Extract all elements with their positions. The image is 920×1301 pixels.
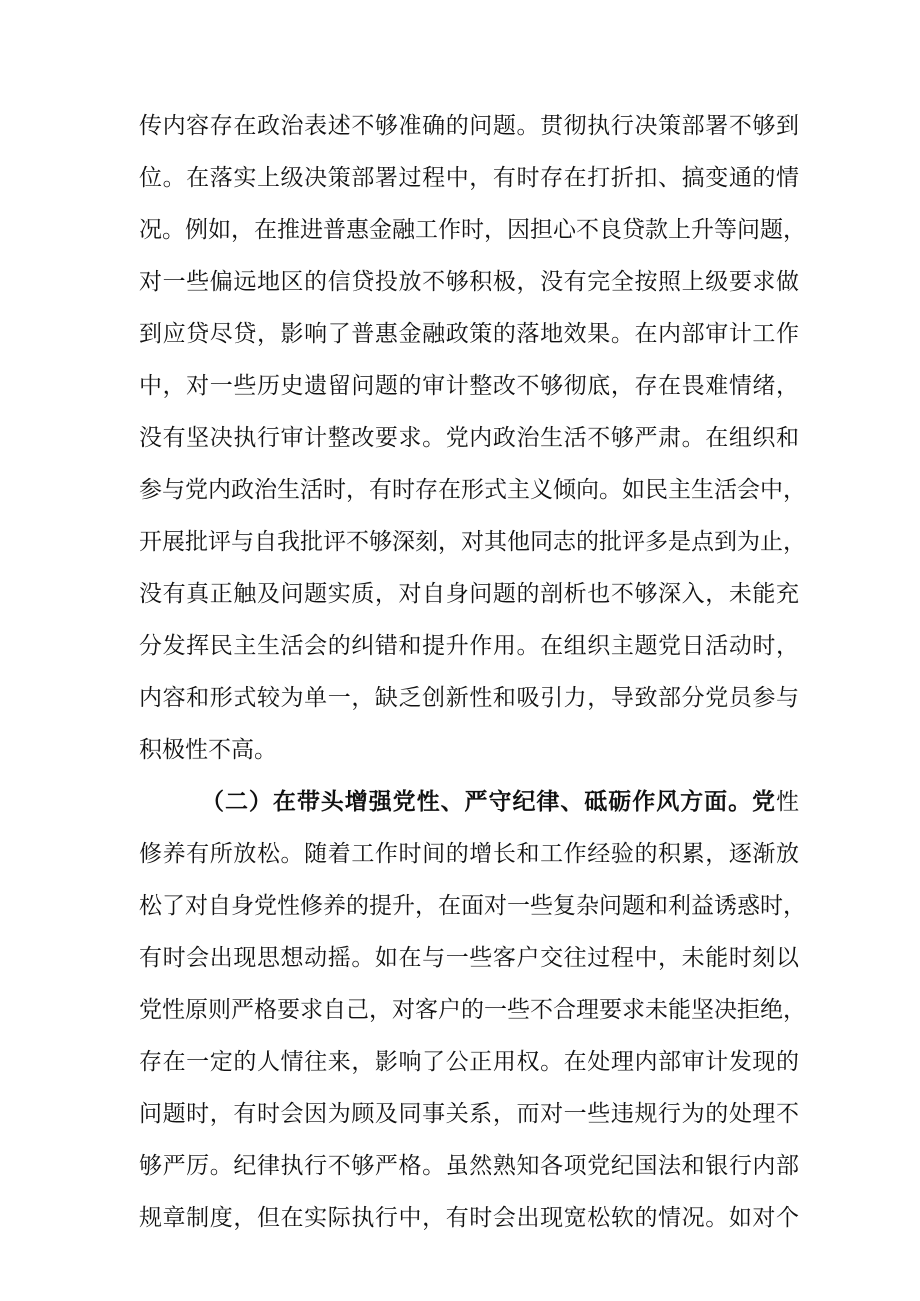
text-line: 问题时，有时会因为顾及同事关系，而对一些违规行为的处理不 (139, 1101, 799, 1127)
text-line: 对一些偏远地区的信贷投放不够积极，没有完全按照上级要求做 (139, 269, 799, 295)
text-line: 党性原则严格要求自己，对客户的一些不合理要求未能坚决拒绝， (139, 997, 806, 1023)
text-line: 中，对一些历史遗留问题的审计整改不够彻底，存在畏难情绪， (139, 373, 799, 399)
document-body (139, 100, 806, 1244)
text-line: 参与党内政治生活时，有时存在形式主义倾向。如民主生活会中， (139, 477, 806, 503)
text-line: 松了对自身党性修养的提升，在面对一些复杂问题和利益诱惑时， (139, 893, 806, 919)
text-line: 够严厉。纪律执行不够严格。虽然熟知各项党纪国法和银行内部 (139, 1153, 799, 1179)
text-line: 没有坚决执行审计整改要求。党内政治生活不够严肃。在组织和 (139, 425, 799, 451)
text-line: 传内容存在政治表述不够准确的问题。贯彻执行决策部署不够到 (139, 113, 799, 139)
text-line: 存在一定的人情往来，影响了公正用权。在处理内部审计发现的 (139, 1049, 799, 1075)
text-line: 内容和形式较为单一，缺乏创新性和吸引力，导致部分党员参与 (139, 685, 799, 711)
text-line: 积极性不高。 (139, 737, 277, 763)
section-heading-line (139, 776, 799, 828)
text-line: 况。例如，在推进普惠金融工作时，因担心不良贷款上升等问题， (139, 217, 806, 243)
section-heading: （二）在带头增强党性、严守纪律、砥砺作风方面。党 (201, 788, 776, 815)
text-line: 分发挥民主生活会的纠错和提升作用。在组织主题党日活动时， (139, 633, 799, 659)
text-line: 修养有所放松。随着工作时间的增长和工作经验的积累，逐渐放 (139, 841, 799, 867)
paragraph-2 (139, 776, 806, 1244)
paragraph-1 (139, 100, 806, 776)
text-line: 开展批评与自我批评不够深刻，对其他同志的批评多是点到为止， (139, 529, 806, 555)
text-line: 到应贷尽贷，影响了普惠金融政策的落地效果。在内部审计工作 (139, 321, 799, 347)
text-line: 位。在落实上级决策部署过程中，有时存在打折扣、搞变通的情 (139, 165, 799, 191)
text-line: 有时会出现思想动摇。如在与一些客户交往过程中，未能时刻以 (139, 945, 799, 971)
heading-line-rest: 性 (776, 789, 799, 815)
text-line: 规章制度，但在实际执行中，有时会出现宽松软的情况。如对个 (139, 1205, 799, 1231)
text-line: 没有真正触及问题实质，对自身问题的剖析也不够深入，未能充 (139, 581, 799, 607)
